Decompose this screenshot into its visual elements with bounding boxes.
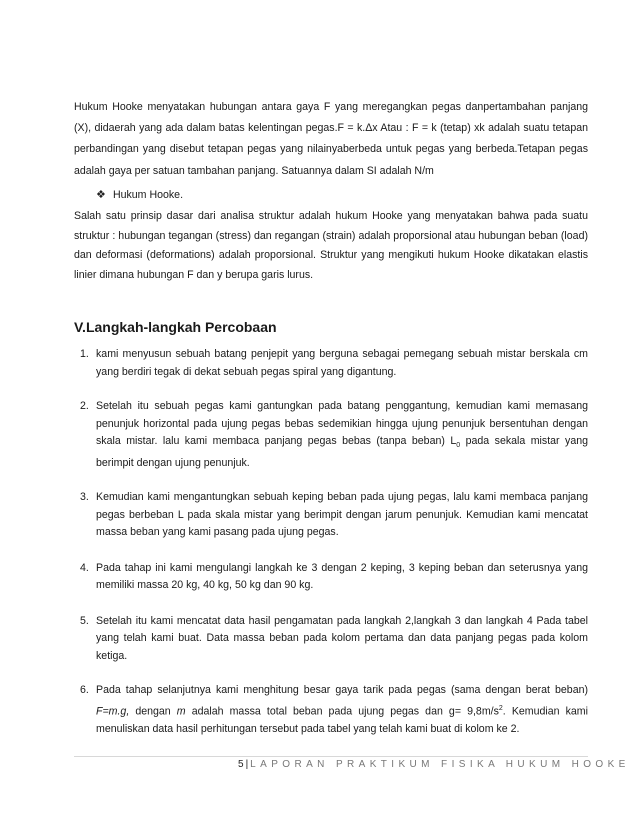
page-number: 5 — [238, 759, 246, 770]
formula: F=m.g, — [96, 705, 130, 718]
step-text: Setelah itu kami mencatat data hasil pengamatan pada langkah 2,langkah 3 dan langkah 4 Pada tabel yang telah kami buat. Data massa beban pada kolom pertama dan data panjang pegas pada kolom ketiga. — [96, 614, 588, 662]
list-item — [74, 560, 588, 595]
step-text: Kemudian kami mengantungkan sebuah keping beban pada ujung pegas, lalu kami membaca panjang pegas berbeban L pada skala mistar yang berimpit dengan jarum penunjuk. Kemudian kami mencatat massa beban yang kami pasang pada ujung pegas. — [96, 491, 588, 539]
step-number: 3. — [80, 491, 89, 504]
page-footer — [238, 759, 630, 770]
bullet-label: Hukum Hooke. — [112, 189, 184, 201]
step-text-part4: . Kemudian kami menuliskan data hasil perhitungan tersebut pada tabel yang telah kami buat di kolom ke 2. — [96, 705, 588, 735]
diamond-bullet-icon: ❖ — [96, 189, 106, 201]
step-text: Setelah itu sebuah pegas kami gantungkan pada batang penggantung, kemudian kami memasang penunjuk horizontal pada ujung pegas bebas sedemikian hingga ujung penunjuk bersentuhan dengan skala mistar. lalu kami membaca panjang pegas bebas (tanpa beban) L — [96, 400, 588, 447]
footer-divider — [74, 756, 588, 757]
step-text-part1: Pada tahap selanjutnya kami menghitung besar gaya tarik pada pegas (sama dengan berat beban) — [96, 684, 588, 697]
step-number: 5. — [80, 614, 89, 627]
list-item — [74, 489, 588, 542]
footer-title: LAPORAN PRAKTIKUM FISIKA HUKUM HOOKE — [250, 759, 630, 770]
list-item — [74, 398, 588, 472]
list-item — [74, 346, 588, 381]
step-text-after: pada sekala mistar yang berimpit dengan ujung penunjuk. — [96, 435, 588, 469]
step-number: 4. — [80, 561, 89, 574]
intro-paragraph: Hukum Hooke menyatakan hubungan antara gaya F yang meregangkan pegas danpertambahan panjang (X), didaerah yang ada dalam batas kelentingan pegas.F = k.Δx Atau : F = k (tetap) xk adalah suatu tetapan perbandingan yang disebut tetapan pegas yang nilainyaberbeda untuk pegas yang berbeda.Tetapan pegas adalah gaya per satuan tambahan panjang. Satuannya dalam SI adalah N/m — [74, 101, 588, 177]
section-heading: V.Langkah-langkah Percobaan — [74, 319, 277, 335]
step-text: Pada tahap ini kami mengulangi langkah ke 3 dengan 2 keping, 3 keping beban dan seterusnya yang memiliki massa 20 kg, 40 kg, 50 kg dan 90 kg. — [96, 561, 588, 592]
step-number: 1. — [80, 348, 89, 360]
footer-separator: | — [245, 759, 251, 770]
list-item — [74, 613, 588, 666]
subscript-zero: 0 — [456, 442, 461, 450]
step-text-part2: dengan — [129, 705, 177, 718]
bullet-item-hukum-hooke — [96, 187, 183, 203]
steps-list — [74, 346, 588, 738]
step-text: kami menyusun sebuah batang penjepit yang berguna sebagai pemegang sebuah mistar berskala cm yang berdiri tegak di dekat sebuah pegas spiral yang digantung. — [96, 348, 588, 378]
step-number: 2. — [80, 400, 89, 412]
step-text-part3: adalah massa total beban pada ujung pegas dan g= 9,8m/s — [185, 705, 499, 718]
step-number: 6. — [80, 684, 89, 697]
variable-m: m — [176, 705, 186, 718]
superscript-two: 2 — [498, 704, 503, 712]
list-item — [74, 682, 588, 738]
structure-paragraph: Salah satu prinsip dasar dari analisa struktur adalah hukum Hooke yang menyatakan bahwa pada suatu struktur : hubungan tegangan (stress) dan regangan (strain) adalah proporsional atau hubungan beban (load) dan deformasi (deformations) adalah proporsional. Struktur yang mengikuti hukum Hooke dikatakan elastis linier dimana hubungan F dan y berupa garis lurus. — [74, 210, 588, 282]
